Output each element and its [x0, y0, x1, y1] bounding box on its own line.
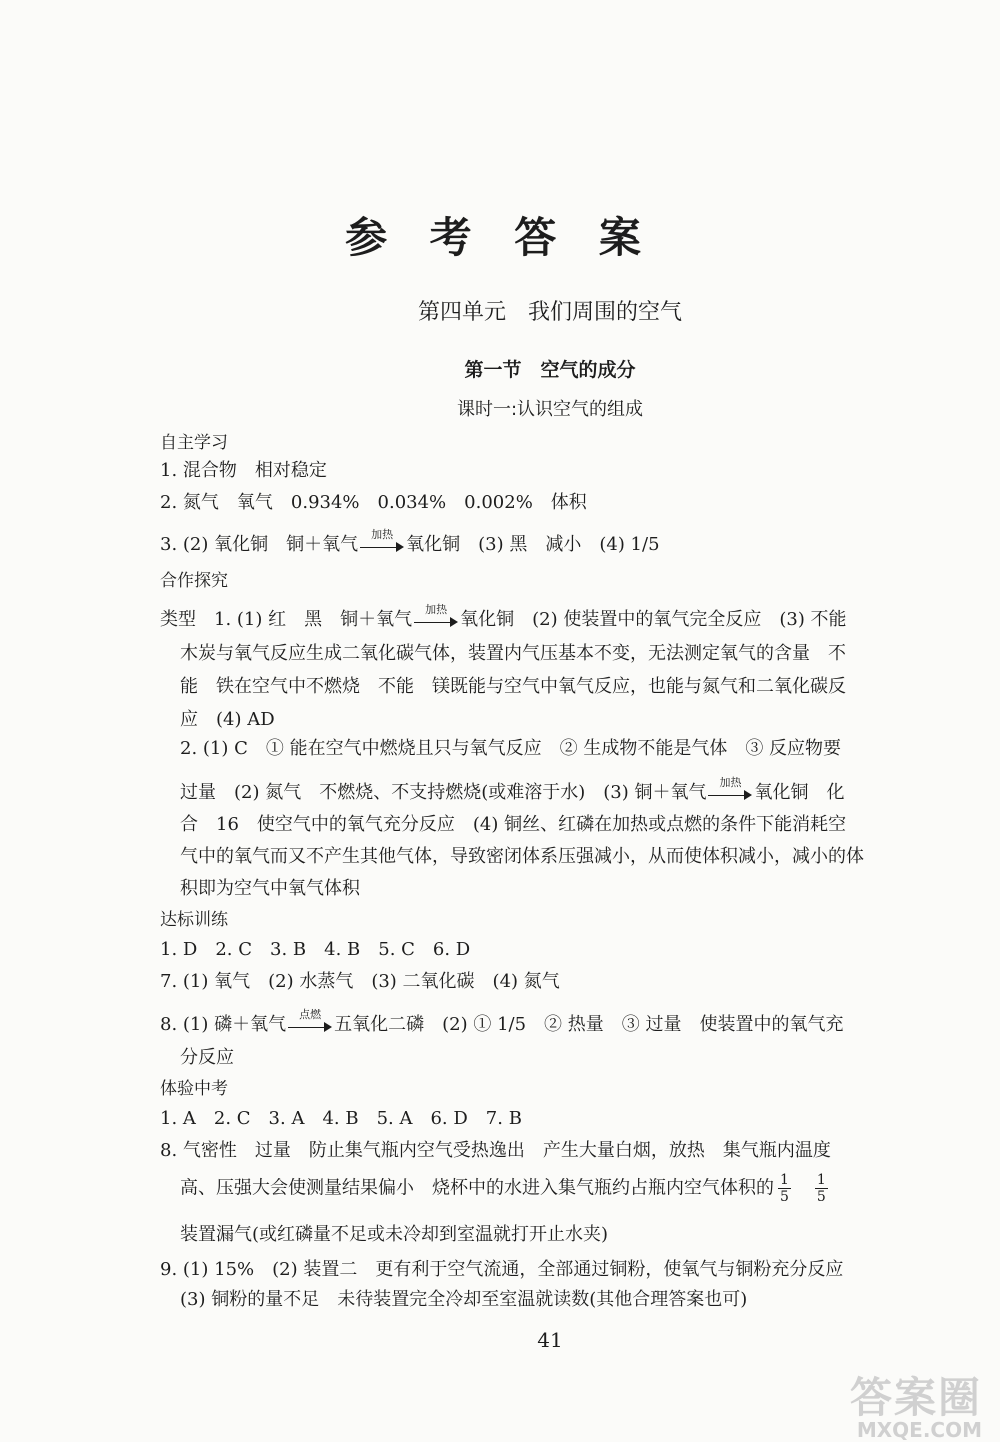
zizhu-heading: 自主学习: [160, 433, 228, 453]
dabiao-line-4: 分反应: [180, 1047, 234, 1068]
tiyan-line-6: (3) 铜粉的量不足 未待装置完全冷却至室温就读数(其他合理答案也可): [180, 1289, 748, 1310]
fraction-2: $\frac{1}{5}$: [816, 1172, 826, 1205]
hezuo-line-1a: 类型 1. (1) 红 黑 铜＋氧气: [160, 609, 413, 630]
page-title: 参 考 答 案: [345, 213, 655, 262]
dabiao-line-1: 1. D 2. C 3. B 4. B 5. C 6. D: [160, 939, 471, 960]
unit-heading: 第四单元 我们周围的空气: [417, 300, 682, 325]
reaction-condition: 点燃: [299, 1008, 322, 1021]
tiyan-line-4: 装置漏气(或红磷量不足或未冷却到室温就打开止水夹): [180, 1224, 609, 1245]
tiyan-line-2: 8. 气密性 过量 防止集气瓶内空气受热逸出 产生大量白烟，放热 集气瓶内温度: [160, 1140, 831, 1161]
zizhu-line-3a: 3. (2) 氧化铜 铜＋氧气: [160, 534, 359, 555]
hezuo-line-1: [160, 605, 847, 631]
watermark-text: 答案圈: [849, 1373, 982, 1422]
hezuo-line-8: 气中的氧气而又不产生其他气体，导致密闭体系压强减小，从而使体积减小，减小的体: [180, 846, 864, 867]
zizhu-line-3: [160, 530, 660, 556]
reaction-arrow-icon: [708, 776, 752, 800]
fraction-1: $\frac{1}{5}$: [780, 1172, 789, 1205]
dabiao-line-3b: 五氧化二磷 (2) ① 1/5 ② 热量 ③ 过量 使装置中的氧气充: [334, 1014, 844, 1035]
dabiao-line-2: 7. (1) 氧气 (2) 水蒸气 (3) 二氧化碳 (4) 氮气: [160, 971, 560, 992]
tiyan-line-5: 9. (1) 15% (2) 装置二 更有利于空气流通，全部通过铜粉，使氧气与铜粉充分反应: [160, 1259, 844, 1280]
dabiao-line-3: [160, 1010, 843, 1036]
lesson-heading: 课时一:认识空气的组成: [456, 399, 644, 420]
reaction-arrow-icon: [414, 603, 458, 627]
hezuo-line-9: 积即为空气中氧气体积: [180, 878, 360, 899]
hezuo-line-6b: 氧化铜 化: [754, 782, 845, 803]
hezuo-line-3: 能 铁在空气中不燃烧 不能 镁既能与空气中氧气反应，也能与氮气和二氧化碳反: [180, 676, 846, 697]
hezuo-line-6: [180, 778, 844, 804]
section-heading: 第一节 空气的成分: [464, 359, 636, 381]
hezuo-line-6a: 过量 (2) 氮气 不燃烧、不支持燃烧(或难溶于水) (3) 铜＋氧气: [180, 782, 707, 803]
hezuo-line-4: 应 (4) AD: [180, 709, 275, 730]
zizhu-line-2: 2. 氮气 氧气 0.934% 0.034% 0.002% 体积: [160, 492, 587, 513]
tiyan-line-3-text: 高、压强大会使测量结果偏小 烧杯中的水进入集气瓶约占瓶内空气体积的: [180, 1177, 774, 1199]
hezuo-line-5: 2. (1) C ① 能在空气中燃烧且只与氧气反应 ② 生成物不能是气体 ③ 反应物要: [180, 738, 842, 759]
reaction-arrow-icon: [360, 528, 404, 552]
hezuo-line-7: 合 16 使空气中的氧气充分反应 (4) 铜丝、红磷在加热或点燃的条件下能消耗空: [180, 814, 847, 835]
dabiao-line-3a: 8. (1) 磷＋氧气: [160, 1014, 287, 1035]
tiyan-line-1: 1. A 2. C 3. A 4. B 5. A 6. D 7. B: [160, 1108, 522, 1129]
watermark-logo: [849, 1373, 982, 1442]
reaction-condition: 加热: [371, 528, 394, 541]
zizhu-line-3b: 氧化铜 (3) 黑 减小 (4) 1/5: [406, 534, 660, 555]
tiyan-line-3: [180, 1172, 832, 1205]
reaction-arrow-icon: [288, 1008, 332, 1032]
hezuo-heading: 合作探究: [160, 571, 228, 591]
hezuo-line-2: 木炭与氧气反应生成二氧化碳气体，装置内气压基本不变，无法测定氧气的含量 不: [180, 643, 846, 664]
reaction-condition: 加热: [719, 776, 742, 789]
hezuo-line-1b: 氧化铜 (2) 使装置中的氧气完全反应 (3) 不能: [460, 609, 847, 630]
tiyan-heading: 体验中考: [160, 1079, 228, 1099]
dabiao-heading: 达标训练: [160, 910, 228, 930]
page-number: 41: [537, 1328, 563, 1352]
watermark-url: MXQE.COM: [856, 1418, 982, 1442]
reaction-condition: 加热: [425, 603, 448, 616]
zizhu-line-1: 1. 混合物 相对稳定: [160, 460, 327, 481]
